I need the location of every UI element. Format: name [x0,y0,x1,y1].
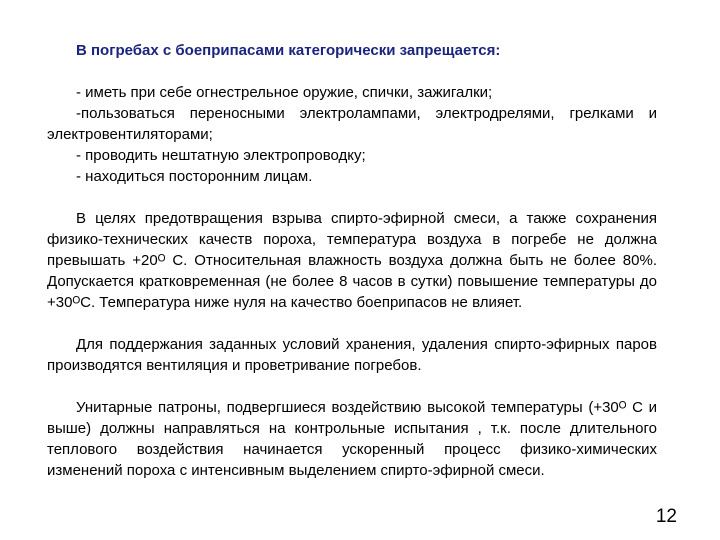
prohibition-item: - проводить нештатную электропроводку; [76,147,366,164]
slide-content [47,40,657,481]
spacer [47,187,657,208]
prohibition-item: -пользоваться переносными электролампами, электродрелями, грелками и электровентиляторами; [47,105,657,143]
body-paragraph: Для поддержания заданных условий хранения, удаления спирто-эфирных паров производятся вентиляция и проветривание погребов. [47,336,657,374]
prohibition-item: - иметь при себе огнестрельное оружие, спички, зажигалки; [76,84,493,101]
prohibition-list [47,82,657,187]
spacer [47,376,657,397]
body-paragraph: В целях предотвращения взрыва спирто-эфирной смеси, а также сохранения физико-технических качеств пороха, температура воздуха в погребе не должна превышать +20ᴼ С. Относительная влажность воздуха должна быть не более 80%. Допускается кратковременная (не более 8 часов в сутки) повышение температуры до +30ᴼС. Температура ниже нуля на качество боеприпасов не влияет. [47,210,657,311]
prohibition-item: - находиться посторонним лицам. [76,168,313,185]
page-number: 12 [655,506,677,527]
slide-heading: В погребах с боеприпасами категорически запрещается: [76,42,501,59]
spacer [47,313,657,334]
body-paragraph: Унитарные патроны, подвергшиеся воздействию высокой температуры (+30ᴼ С и выше) должны направляться на контрольные испытания , т.к. после длительного теплового воздействия начинается ускоренный процесс физико-химических изменений пороха с интенсивным выделением спирто-эфирной смеси. [47,399,657,479]
